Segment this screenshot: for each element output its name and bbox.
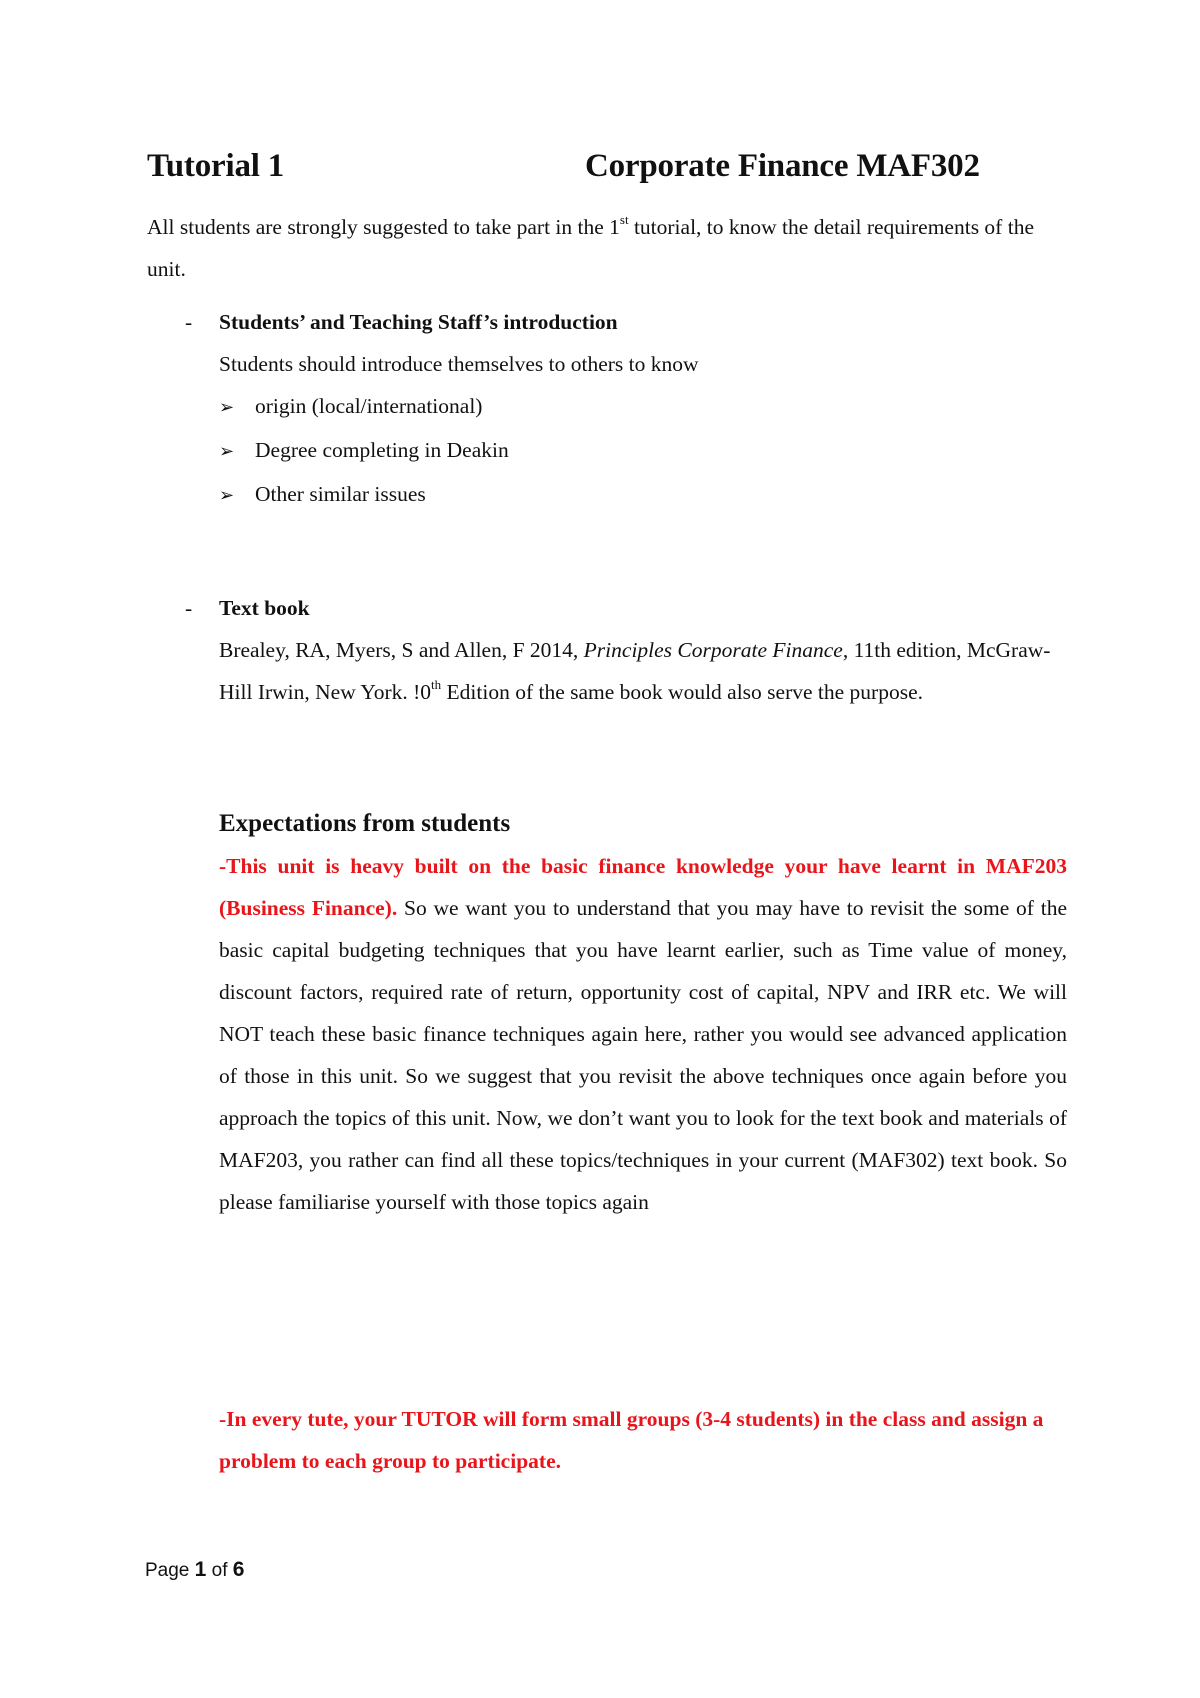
section-dash: - xyxy=(185,310,193,334)
arrow-bullet-icon: ➢ xyxy=(219,397,235,418)
reference-authors: Brealey, RA, Myers, S and Allen, F 2014, xyxy=(219,638,584,662)
of-label: of xyxy=(211,1560,228,1581)
intro-text: All students are strongly suggested to take part in the 1 xyxy=(147,215,620,239)
expectations-body: So we want you to understand that you may have to revisit the some of the basic capital budgeting techniques that you have learnt earlier, such as Time value of money, discount factors, required rate of return, opportunity cost of capital, NPV and IRR etc. We will NOT teach these basic finance techniques again here, rather you would see advanced application of those in this unit. So we suggest that you revisit the above techniques once again before you approach the topics of this unit. Now, we don’t want you to look for the text book and materials of MAF203, you rather can find all these topics/techniques in your current (MAF302) text book. So please familiarise yourself with those topics again xyxy=(219,896,1067,1214)
tute-note: -In every tute, your TUTOR will form small groups (3-4 students) in the class and assign a problem to each group to participate. xyxy=(219,1407,1044,1473)
page-total: 6 xyxy=(232,1558,245,1581)
arrow-bullet-icon: ➢ xyxy=(219,441,235,462)
section-dash: - xyxy=(185,596,193,620)
list-item-text: origin (local/international) xyxy=(255,394,483,418)
reference-publisher: , 11th edition, McGraw-Hill Irwin, New York. !0 xyxy=(219,638,1051,704)
list-item-text: Degree completing in Deakin xyxy=(255,438,509,462)
arrow-bullet-icon: ➢ xyxy=(219,485,235,506)
tutorial-title: Tutorial 1 xyxy=(147,148,285,184)
page-footer xyxy=(145,1558,244,1582)
reference-superscript: th xyxy=(431,676,442,692)
section-heading: Students’ and Teaching Staff’s introduction xyxy=(219,310,618,334)
intro-text-end: tutorial, to know the detail requirements of the unit. xyxy=(147,215,1034,281)
page-label: Page xyxy=(145,1560,190,1581)
reference-note: Edition of the same book would also serve the purpose. xyxy=(441,680,924,704)
list-item-text: Other similar issues xyxy=(255,482,426,506)
page-number: 1 xyxy=(194,1558,207,1581)
expectations-heading: Expectations from students xyxy=(219,810,511,837)
list-item xyxy=(219,429,1067,473)
list-item xyxy=(219,385,1067,429)
course-title: Corporate Finance MAF302 xyxy=(585,148,980,184)
intro-paragraph xyxy=(147,206,1067,290)
reference-book-title: Principles Corporate Finance xyxy=(583,638,843,662)
textbook-reference xyxy=(219,629,1067,713)
intro-superscript: st xyxy=(619,211,629,227)
section-heading: Text book xyxy=(219,596,310,620)
expectations-highlight: -This unit is heavy built on the basic finance knowledge your have learnt in MAF203 (Business Finance). xyxy=(219,854,1067,920)
list-item xyxy=(219,473,1067,517)
expectations-paragraph xyxy=(219,845,1067,1223)
section-lead: Students should introduce themselves to others to know xyxy=(219,352,699,376)
